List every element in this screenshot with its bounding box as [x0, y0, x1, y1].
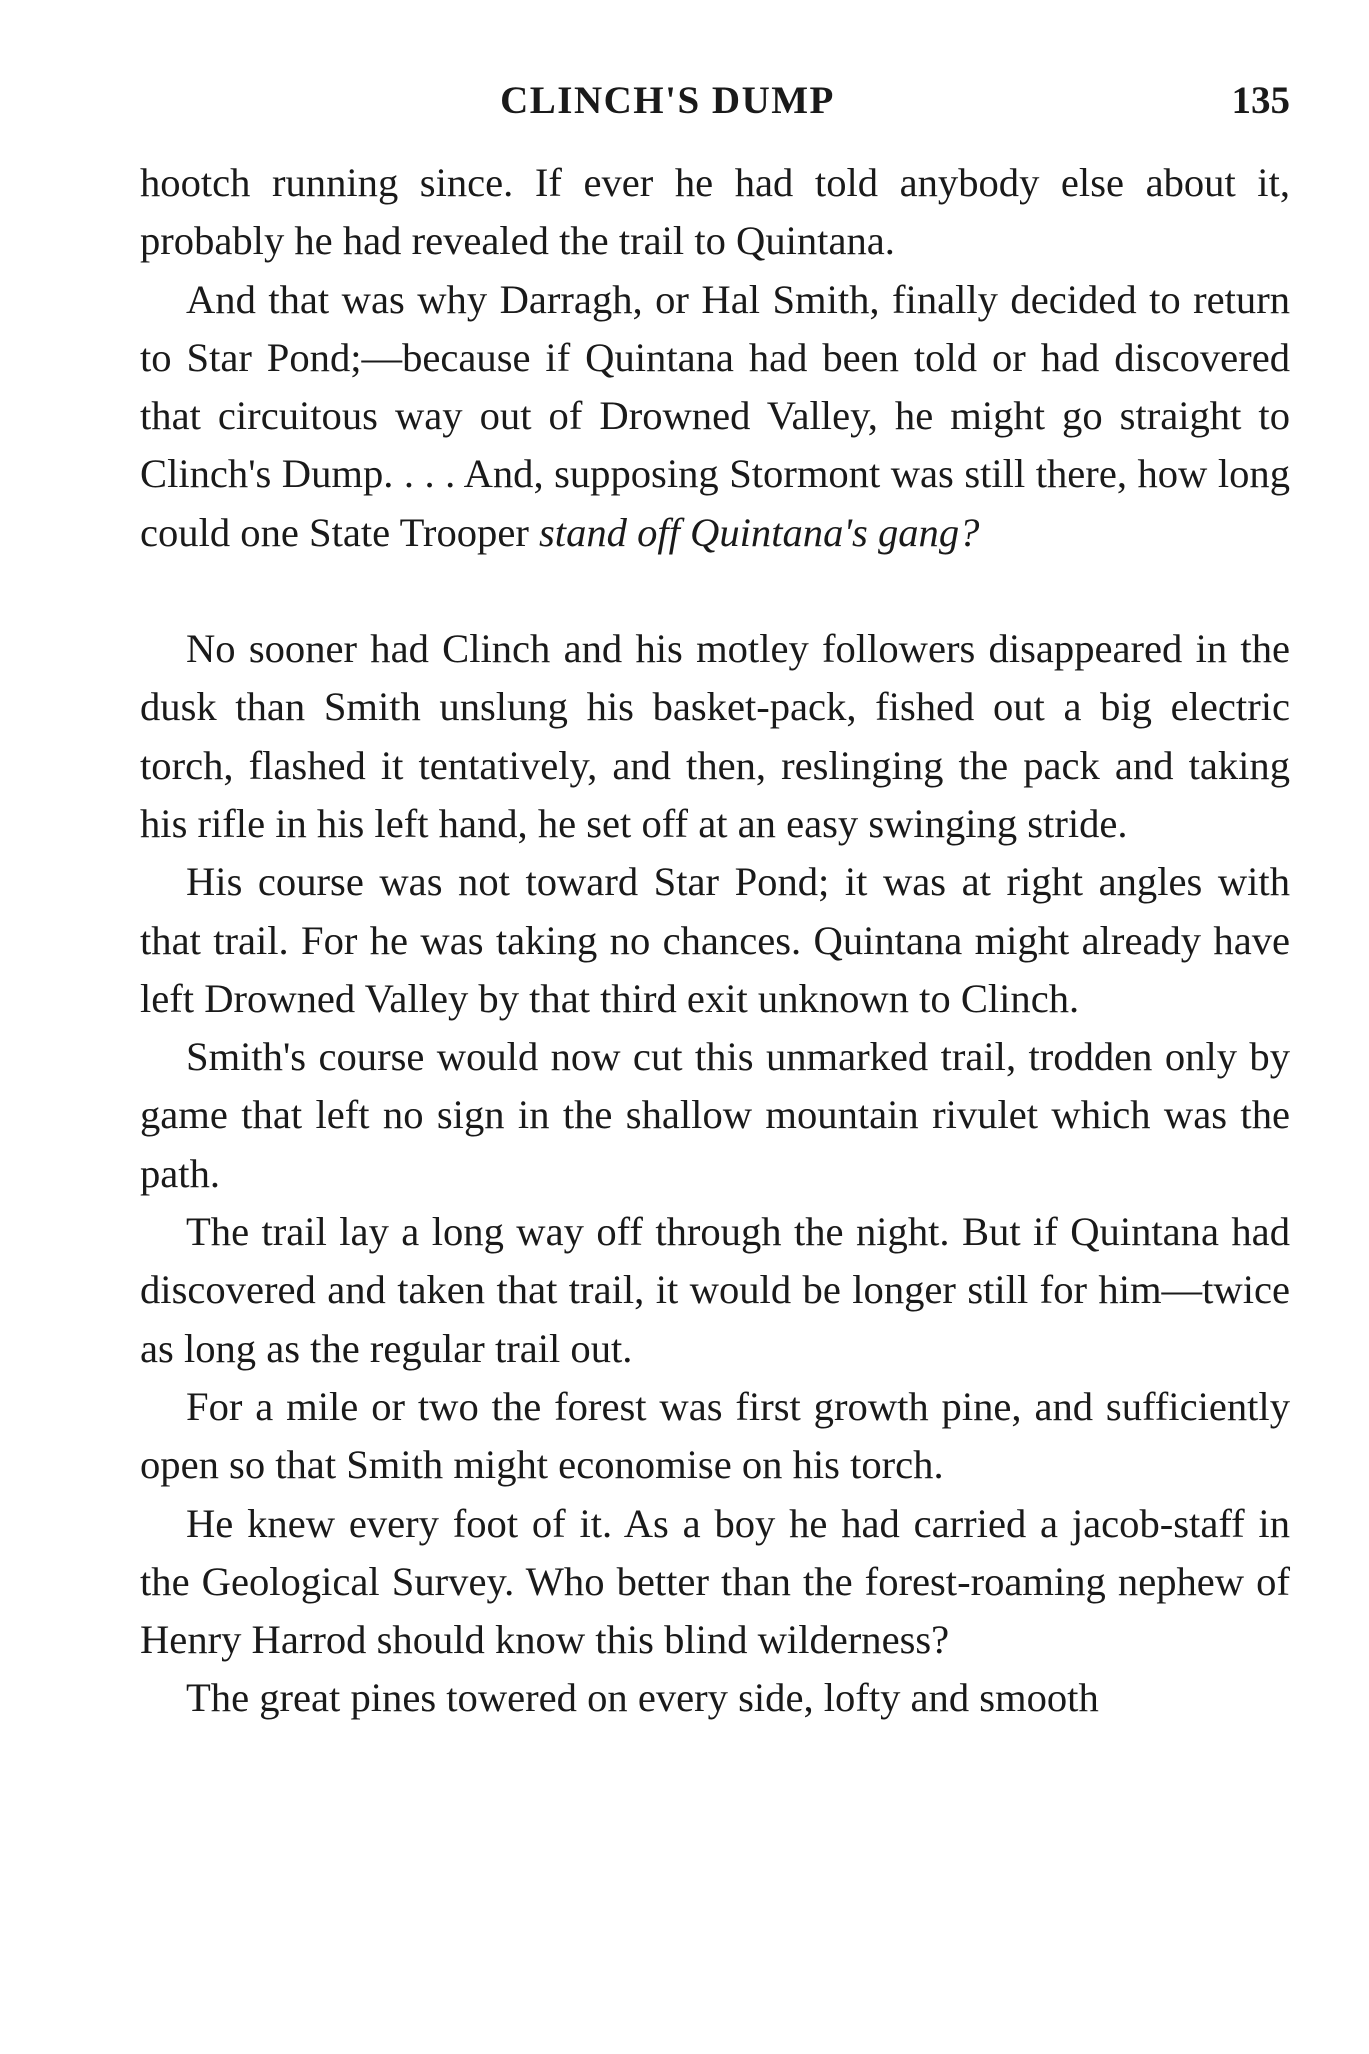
page-number: 135	[1231, 79, 1290, 122]
book-page	[140, 74, 1290, 2014]
paragraph: No sooner had Clinch and his motley followers disappeared in the dusk than Smith unslung his basket-pack, fished out a big electric torch, flashed it tentatively, and then, reslinging the pack and taking his rifle in his left hand, he set off at an easy swinging stride.	[140, 626, 1290, 846]
paragraph-text: And that was why Darragh, or Hal Smith, finally decided to return to Star Pond;—because if Quintana had been told or had discovered that circuitous way out of Drowned Valley, he might go straight to Clinch's Dump. . . . And, supposing Stormont was still there, how long could one State Trooper	[140, 276, 1290, 555]
page-header	[140, 74, 1290, 154]
section-break	[140, 562, 1290, 620]
paragraph	[140, 271, 1290, 562]
body-text	[140, 154, 1290, 1728]
paragraph: His course was not toward Star Pond; it was at right angles with that trail. For he was taking no chances. Quintana might already have left Drowned Valley by that third exit unknown to Clinch.	[140, 859, 1290, 1021]
paragraph: Smith's course would now cut this unmarked trail, trodden only by game that left no sign in the shallow mountain rivulet which was the path.	[140, 1034, 1290, 1196]
italic-text: stand off Quintana's gang?	[539, 509, 980, 555]
paragraph: For a mile or two the forest was first growth pine, and sufficiently open so that Smith might economise on his torch.	[140, 1383, 1290, 1488]
paragraph: The great pines towered on every side, lofty and smooth	[186, 1675, 1099, 1721]
paragraph: He knew every foot of it. As a boy he had carried a jacob-staff in the Geological Survey. Who better than the forest-roaming nephew of Henry Harrod should know this blind wilderness?	[140, 1500, 1290, 1663]
paragraph: hootch running since. If ever he had told anybody else about it, probably he had revealed the trail to Quintana.	[140, 160, 1290, 264]
running-head: CLINCH'S DUMP	[500, 79, 835, 122]
paragraph: The trail lay a long way off through the night. But if Quintana had discovered and taken that trail, it would be longer still for him—twice as long as the regular trail out.	[140, 1209, 1290, 1371]
